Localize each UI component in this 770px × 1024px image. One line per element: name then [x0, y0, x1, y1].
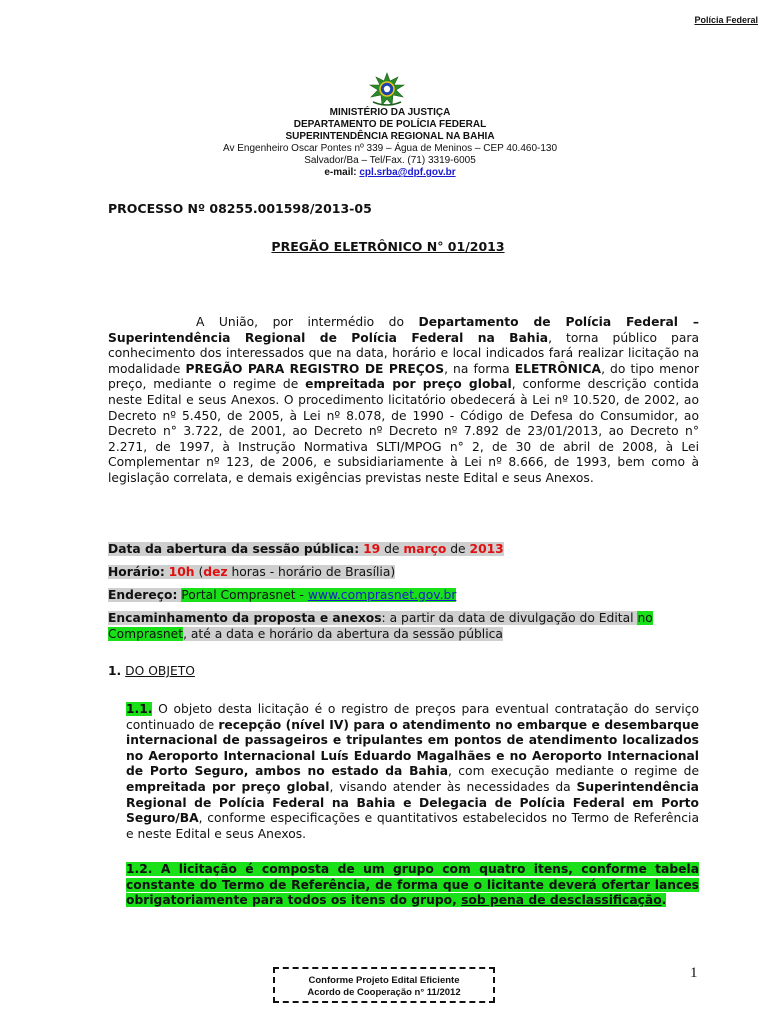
header-department: DEPARTAMENTO DE POLÍCIA FEDERAL: [293, 119, 487, 130]
header-superintendence: SUPERINTENDÊNCIA REGIONAL NA BAHIA: [285, 131, 495, 142]
header-address: Av Engenheiro Oscar Pontes nº 339 – Água de Meninos – CEP 40.460-130: [222, 143, 558, 154]
session-address: Endereço: Portal Comprasnet - www.comprasnet.gov.br: [108, 588, 457, 602]
corner-label: Polícia Federal: [694, 15, 758, 25]
session-date: Data da abertura da sessão pública: 19 de março de 2013: [108, 542, 504, 556]
section-1-heading: 1. DO OBJETO: [108, 664, 195, 678]
pregao-title: PREGÃO ELETRÔNICO N° 01/2013: [271, 239, 505, 254]
header-ministry: MINISTÉRIO DA JUSTIÇA: [329, 107, 451, 118]
item-1-2: 1.2. A licitação é composta de um grupo com quatro itens, conforme tabela constante do Termo de Referência, de forma que o licitante deverá ofertar lances obrigatoriamente para todos os itens do grupo, sob pena de desclassificação.: [126, 862, 699, 908]
email-link[interactable]: cpl.srba@dpf.gov.br: [359, 167, 456, 178]
email-label: e-mail:: [324, 167, 360, 178]
document-header: [120, 107, 660, 179]
comprasnet-link[interactable]: www.comprasnet.gov.br: [307, 588, 457, 602]
footer-stamp: Conforme Projeto Edital Eficiente Acordo de Cooperação n° 11/2012: [273, 967, 495, 1003]
page-number: 1: [690, 965, 698, 981]
session-time: Horário: 10h (dez horas - horário de Brasília): [108, 565, 396, 579]
item-1-1: 1.1. O objeto desta licitação é o registro de preços para eventual contratação do serviço continuado de recepção (nível IV) para o atendimento no embarque e desembarque internacional de passageiros e tripulantes em pontos de atendimento localizados no Aeroporto Internacional Luís Eduardo Magalhães e no Aeroporto Internacional de Porto Seguro, ambos no estado da Bahia, com execução mediante o regime de empreitada por preço global, visando atender às necessidades da Superintendência Regional de Polícia Federal na Bahia e Delegacia de Polícia Federal em Porto Seguro/BA, conforme especificações e quantitativos estabelecidos no Termo de Referência e neste Edital e seus Anexos.: [126, 702, 700, 841]
intro-paragraph: A União, por intermédio do Departamento de Polícia Federal – Superintendência Regional de Polícia Federal na Bahia, torna público para conhecimento dos interessados que na data, horário e local indicados fará realizar licitação na modalidade PREGÃO PARA REGISTRO DE PREÇOS, na forma ELETRÔNICA, do tipo menor preço, mediante o regime de empreitada por preço global, conforme descrição contida neste Edital e seus Anexos. O procedimento licitatório obedecerá à Lei nº 10.520, de 2002, ao Decreto nº 5.450, de 2005, à Lei nº 8.078, de 1990 - Código de Defesa do Consumidor, ao Decreto n° 3.722, de 2001, ao Decreto nº Decreto nº 7.892 de 23/01/2013, ao Decreto n° 2.271, de 1997, à Instrução Normativa SLTI/MPOG n° 2, de 30 de abril de 2008, à Lei Complementar nº 123, de 2006, e subsidiariamente à Lei nº 8.666, de 1993, bem como à legislação correlata, e demais exigências previstas neste Edital e seus Anexos.: [108, 315, 699, 485]
proposal-submission: Encaminhamento da proposta e anexos: a partir da data de divulgação do Edital no Comprasnet, até a data e horário da abertura da sessão pública: [108, 611, 653, 641]
header-phone: Salvador/Ba – Tel/Fax. (71) 3319-6005: [304, 155, 476, 166]
coat-of-arms-icon: [367, 72, 407, 108]
process-number: PROCESSO Nº 08255.001598/2013-05: [108, 201, 372, 216]
